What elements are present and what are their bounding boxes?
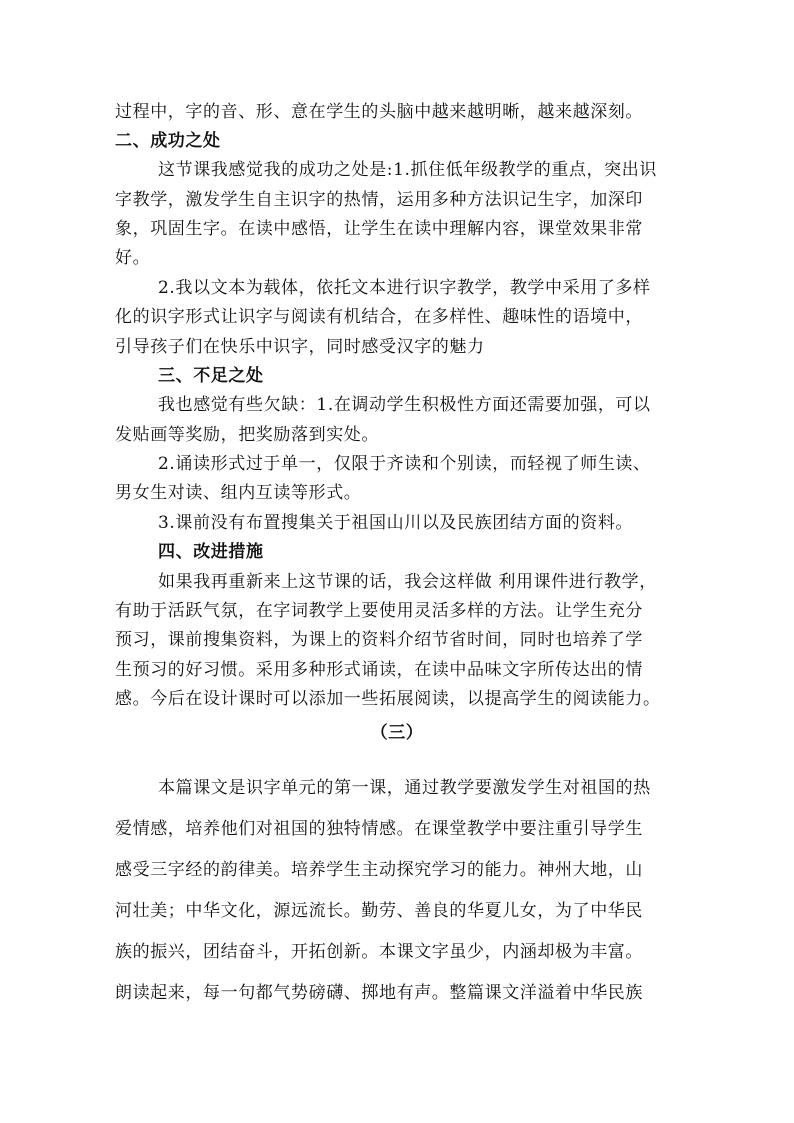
paragraph-line: 引导孩子们在快乐中识字，同时感受汉字的魅力 [115,337,485,357]
paragraph-line: 本篇课文是识字单元的第一课，通过教学要激发学生对祖国的热 [158,778,651,798]
paragraph-line: 有助于活跃气氛，在字词教学上要使用灵活多样的方法。让学生充分 [115,601,643,621]
paragraph-line: 这节课我感觉我的成功之处是:1.抓住低年级教学的重点，突出识 [158,160,657,180]
paragraph-line: 预习，课前搜集资料，为课上的资料介绍节省时间，同时也培养了学 [115,630,643,650]
paragraph-line: 象，巩固生字。在读中感悟，让学生在读中理解内容，课堂效果非常 [115,219,643,239]
paragraph-line: 化的识字形式让识字与阅读有机结合，在多样性、趣味性的语境中， [115,307,643,327]
paragraph-line: 如果我再重新来上这节课的话，我会这样做 利用课件进行教学， [158,572,657,592]
paragraph-line: 我也感觉有些欠缺：1.在调动学生积极性方面还需要加强，可以 [158,395,651,415]
paragraph-line: 生预习的好习惯。采用多种形式诵读，在读中品味文字所传达出的情 [115,660,643,680]
section-heading-improvements: 四、改进措施 [158,542,264,562]
paragraph-line: 发贴画等奖励，把奖励落到实处。 [115,425,379,445]
paragraph-line: 感受三字经的韵律美。培养学生主动探究学习的能力。神州大地，山 [115,860,643,880]
paragraph-line: 男女生对读、组内互读等形式。 [115,483,362,503]
paragraph-line: 爱情感，培养他们对祖国的独特情感。在课堂教学中要注重引导学生 [115,819,643,839]
paragraph-line: 河壮美；中华文化，源远流长。勤劳、善良的华夏儿女，为了中华民 [115,901,643,921]
paragraph-line: 3.课前没有布置搜集关于祖国山川以及民族团结方面的资料。 [158,513,634,533]
paragraph-line: 族的振兴，团结奋斗，开拓创新。本课文字虽少，内涵却极为丰富。 [115,942,643,962]
paragraph-line: 2.诵读形式过于单一，仅限于齐读和个别读，而轻视了师生读、 [158,454,651,474]
paragraph-line: 字教学，激发学生自主识字的热情，运用多种方法识记生字，加深印 [115,190,643,210]
paragraph-line: 2.我以文本为载体，依托文本进行识字教学，教学中采用了多样 [158,278,651,298]
paragraph-line: 感。今后在设计课时可以添加一些拓展阅读，以提高学生的阅读能力。 [115,689,661,709]
paragraph-line: 朗读起来，每一句都气势磅礴、掷地有声。整篇课文洋溢着中华民族 [115,983,643,1003]
paragraph-line: 过程中，字的音、形、意在学生的头脑中越来越明晰，越来越深刻。 [115,102,643,122]
section-heading-success: 二、成功之处 [115,131,221,151]
paragraph-line: 好。 [115,248,151,268]
section-heading-shortcomings: 三、不足之处 [158,366,264,386]
section-number-three: （三） [370,723,424,743]
